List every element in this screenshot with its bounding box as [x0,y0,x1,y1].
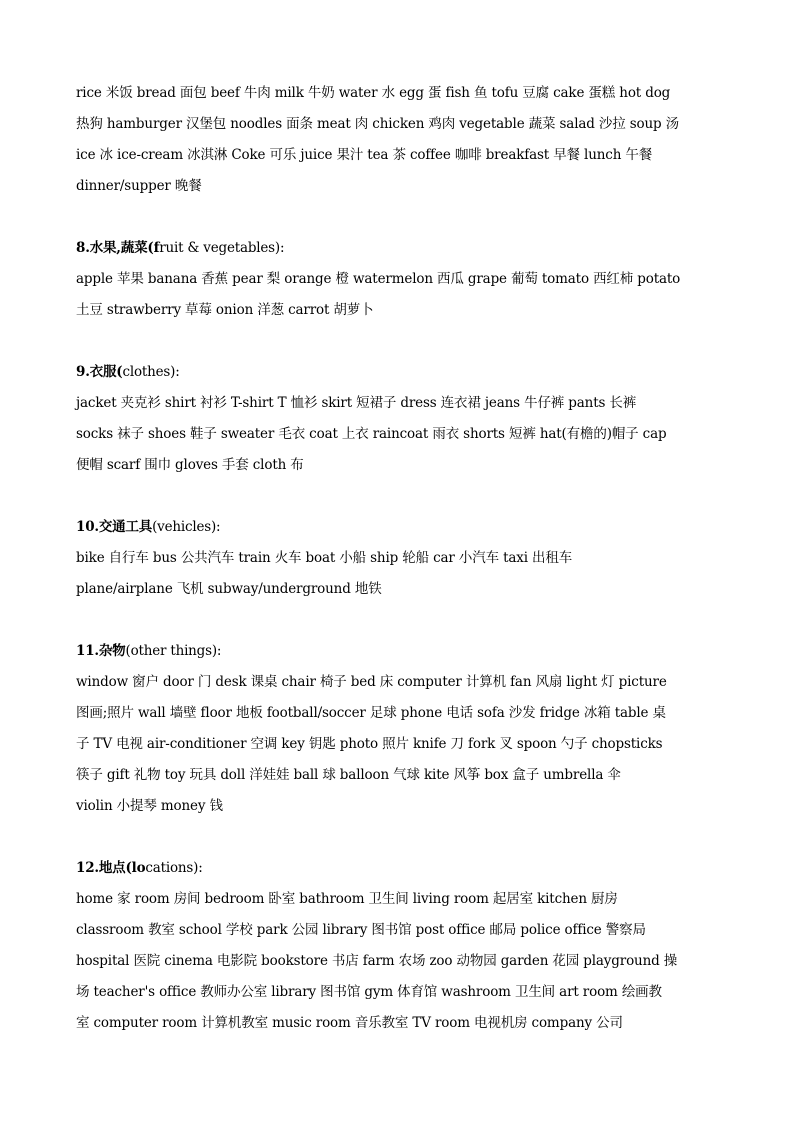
heading-bold: 10.交通工具 [76,519,153,535]
heading-rest: (vehicles): [152,519,221,535]
heading-rest: clothes): [122,364,180,380]
section-locations [76,853,726,1039]
vocab-line: 室 computer room 计算机教室 music room 音乐教室 TV room 电视机房 company 公司 [76,1015,623,1031]
section-other-things [76,636,726,822]
section-clothes [76,357,726,481]
vocab-line: violin 小提琴 money 钱 [76,798,223,814]
vocab-line: rice 米饭 bread 面包 beef 牛肉 milk 牛奶 water 水 egg 蛋 fish 鱼 tofu 豆腐 cake 蛋糕 hot dog [76,85,671,101]
vocab-line: home 家 room 房间 bedroom 卧室 bathroom 卫生间 living room 起居室 kitchen 厨房 [76,891,618,907]
heading-rest: cations): [145,860,203,876]
section-heading [76,853,726,884]
vocab-line: classroom 教室 school 学校 park 公园 library 图书馆 post office 邮局 police office 警察局 [76,922,646,938]
vocab-line: window 窗户 door 门 desk 课桌 chair 椅子 bed 床 computer 计算机 fan 风扇 light 灯 picture [76,674,667,690]
heading-rest: (other things): [125,643,222,659]
heading-bold: 8.水果,蔬菜(f [76,240,160,256]
heading-rest: ruit & vegetables): [159,240,285,256]
vocab-line: plane/airplane 飞机 subway/underground 地铁 [76,581,382,597]
vocab-line: socks 袜子 shoes 鞋子 sweater 毛衣 coat 上衣 raincoat 雨衣 shorts 短裤 hat(有檐的)帽子 cap [76,426,667,442]
vocab-line: 筷子 gift 礼物 toy 玩具 doll 洋娃娃 ball 球 balloon 气球 kite 风筝 box 盒子 umbrella 伞 [76,767,621,783]
section-heading [76,357,726,388]
vocab-line: 场 teacher's office 教师办公室 library 图书馆 gym 体育馆 washroom 卫生间 art room 绘画教 [76,984,662,1000]
heading-bold: 9.衣服( [76,364,123,380]
vocab-line: ice 冰 ice-cream 冰淇淋 Coke 可乐 juice 果汁 tea 茶 coffee 咖啡 breakfast 早餐 lunch 午餐 [76,147,653,163]
vocab-line: dinner/supper 晚餐 [76,178,202,194]
vocab-line: 子 TV 电视 air-conditioner 空调 key 钥匙 photo 照片 knife 刀 fork 叉 spoon 勺子 chopsticks [76,736,663,752]
heading-bold: 12.地点(lo [76,860,146,876]
section-heading [76,233,726,264]
vocab-line: 便帽 scarf 围巾 gloves 手套 cloth 布 [76,457,304,473]
heading-bold: 11.杂物 [76,643,126,659]
vocab-line: bike 自行车 bus 公共汽车 train 火车 boat 小船 ship 轮船 car 小汽车 taxi 出租车 [76,550,573,566]
vocab-line: 热狗 hamburger 汉堡包 noodles 面条 meat 肉 chicken 鸡肉 vegetable 蔬菜 salad 沙拉 soup 汤 [76,116,680,132]
section-vehicles [76,512,726,605]
vocab-line: 土豆 strawberry 草莓 onion 洋葱 carrot 胡萝卜 [76,302,374,318]
vocabulary-page [76,78,726,1070]
section-heading [76,512,726,543]
section-food-continued [76,78,726,202]
vocab-line: hospital 医院 cinema 电影院 bookstore 书店 farm 农场 zoo 动物园 garden 花园 playground 操 [76,953,678,969]
vocab-line: apple 苹果 banana 香蕉 pear 梨 orange 橙 watermelon 西瓜 grape 葡萄 tomato 西红柿 potato [76,271,681,287]
section-fruit-vegetables [76,233,726,326]
section-heading [76,636,726,667]
vocab-line: 图画;照片 wall 墙壁 floor 地板 football/soccer 足球 phone 电话 sofa 沙发 fridge 冰箱 table 桌 [76,705,666,721]
vocab-line: jacket 夹克衫 shirt 衬衫 T-shirt T 恤衫 skirt 短裙子 dress 连衣裙 jeans 牛仔裤 pants 长裤 [76,395,637,411]
